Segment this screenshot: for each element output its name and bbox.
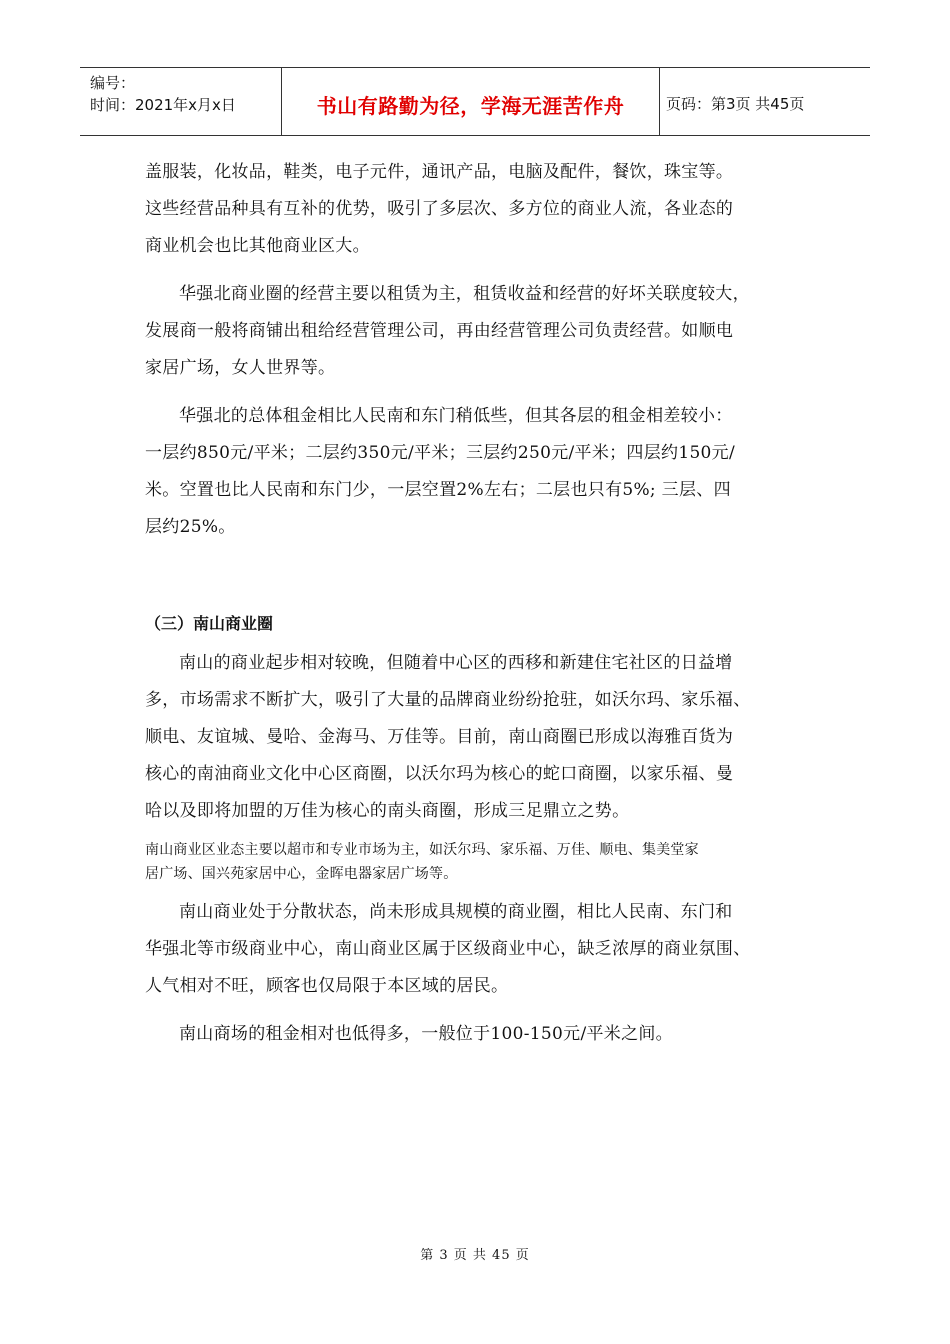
text-line: 居广场、国兴苑家居中心，金晖电器家居广场等。 (145, 866, 458, 882)
text-line: 南山商业区业态主要以超市和专业市场为主，如沃尔玛、家乐福、万佳、顺电、集美堂家 (145, 842, 699, 858)
text-line: 米。空置也比人民南和东门少，一层空置2%左右；二层也只有5%; 三层、四 (145, 480, 731, 500)
document-number-label: 编号： (90, 74, 136, 92)
document-date-label: 时间：2021年x月x日 (90, 96, 236, 114)
text-line: 一层约850元/平米；二层约350元/平米；三层约250元/平米；四层约150元/ (145, 443, 735, 463)
text-line: 华强北的总体租金相比人民南和东门稍低些，但其各层的租金相差较小： (179, 406, 733, 426)
header-page-code: 页码：第3页 共45页 (666, 95, 805, 113)
page-footer: 第 3 页 共 45 页 (420, 1248, 530, 1263)
paragraph-leasing-model (145, 276, 815, 387)
text-line: 商业机会也比其他商业区大。 (145, 236, 370, 256)
text-line: 顺电、友谊城、曼哈、金海马、万佳等。目前，南山商圈已形成以海雅百货为 (145, 727, 734, 747)
section-heading: （三）南山商业圈 (145, 614, 274, 633)
text-line: 华强北商业圈的经营主要以租赁为主，租赁收益和经营的好坏关联度较大， (179, 284, 750, 304)
text-line: 华强北等市级商业中心，南山商业区属于区级商业中心，缺乏浓厚的商业氛围、 (145, 939, 751, 959)
text-line: 南山商场的租金相对也低得多，一般位于100-150元/平米之间。 (179, 1024, 673, 1044)
header-motto-cell (282, 68, 660, 135)
text-line: 多，市场需求不断扩大，吸引了大量的品牌商业纷纷抢驻，如沃尔玛、家乐福、 (145, 690, 751, 710)
text-line: 家居广场，女人世界等。 (145, 358, 336, 378)
text-line: 层约25%。 (145, 517, 236, 537)
paragraph-nanshan-status (145, 894, 815, 1005)
text-line: 发展商一般将商铺出租给经营管理公司，再由经营管理公司负责经营。如顺电 (145, 321, 734, 341)
header-page-cell (660, 68, 870, 135)
paragraph-rent-levels (145, 398, 815, 546)
text-line: 南山商业处于分散状态，尚未形成具规模的商业圈，相比人民南、东门和 (179, 902, 733, 922)
paragraph-nanshan-development (145, 645, 815, 830)
text-line: 哈以及即将加盟的万佳为核心的南头商圈，形成三足鼎立之势。 (145, 801, 630, 821)
header-meta-cell (80, 68, 282, 135)
document-body (145, 154, 815, 1053)
text-line: 这些经营品种具有互补的优势，吸引了多层次、多方位的商业人流，各业态的 (145, 199, 734, 219)
page-header (80, 67, 870, 136)
text-line: 南山的商业起步相对较晚，但随着中心区的西移和新建住宅社区的日益增 (179, 653, 733, 673)
paragraph-nanshan-rent (145, 1016, 815, 1053)
paragraph-business-types (145, 154, 815, 265)
text-line: 盖服装，化妆品，鞋类，电子元件，通讯产品，电脑及配件，餐饮，珠宝等。 (145, 162, 734, 182)
paragraph-nanshan-formats (145, 838, 815, 886)
text-line: 人气相对不旺，顾客也仅局限于本区域的居民。 (145, 976, 509, 996)
header-motto: 书山有路勤为径，学海无涯苦作舟 (316, 94, 625, 118)
text-line: 核心的南油商业文化中心区商圈，以沃尔玛为核心的蛇口商圈，以家乐福、曼 (145, 764, 734, 784)
